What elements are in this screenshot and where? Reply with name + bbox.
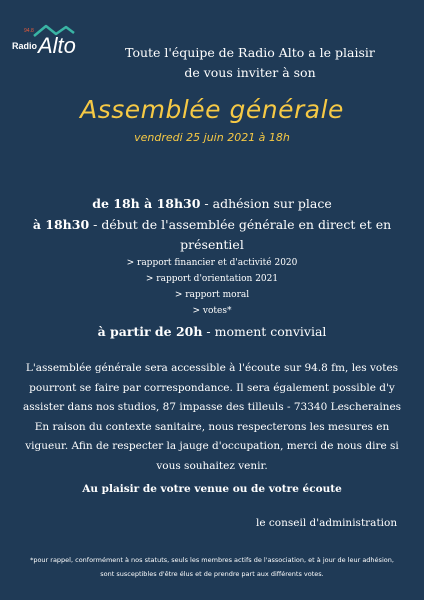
logo-frequency: 94.8 [24, 28, 34, 34]
program-item-assembly [20, 215, 404, 255]
program-desc: - adhésion sur place [200, 196, 332, 211]
program-sub-item: > rapport d'orientation 2021 [145, 274, 279, 284]
footnote: *pour rappel, conformément à nos statuts, seuls les membres actifs de l'association, et à jour de leur adhésion, sont susceptibles d'être élus et de prendre part aux différents votes. [30, 556, 394, 578]
program-sub-item: > rapport financier et d'activité 2020 [126, 258, 298, 268]
event-details-paragraph: L'assemblée générale sera accessible à l'écoute sur 94.8 fm, les votes pourront se faire par correspondance. Il sera également possible d'y assister dans nos studios, 87 impasse des tilleuls - 73340 Lescheraines En raison du contexte sanitaire, nous respecterons les mesures en vigueur. Afin de respecter la jauge d'occupation, merci de nous dire si vous souhaitez venir. [22, 362, 402, 472]
signature: le conseil d'administration [256, 517, 398, 529]
event-title: Assemblée générale [80, 95, 344, 124]
logo-radio-text: Radio [12, 41, 38, 51]
program-time: à partir de 20h [97, 324, 203, 339]
program-item-convivial [20, 322, 404, 342]
logo-alto-text: Alto [38, 33, 76, 58]
event-program [20, 194, 404, 342]
invitation-intro [100, 43, 400, 83]
program-desc: - moment convivial [202, 324, 327, 339]
program-sub-item: > rapport moral [174, 290, 250, 300]
program-time: à 18h30 [32, 217, 90, 232]
intro-line-2: de vous inviter à son [184, 65, 316, 80]
program-sub-item: > votes* [192, 306, 232, 316]
radio-alto-logo [10, 24, 84, 68]
closing-line: Au plaisir de votre venue ou de votre écoute [82, 483, 342, 495]
event-date: vendredi 25 juin 2021 à 18h [134, 131, 290, 144]
program-desc: - début de l'assemblée générale en direct et en présentiel [89, 217, 392, 252]
program-time: de 18h à 18h30 [92, 196, 201, 211]
intro-line-1: Toute l'équipe de Radio Alto a le plaisir [125, 45, 375, 60]
program-item-membership [20, 194, 404, 214]
